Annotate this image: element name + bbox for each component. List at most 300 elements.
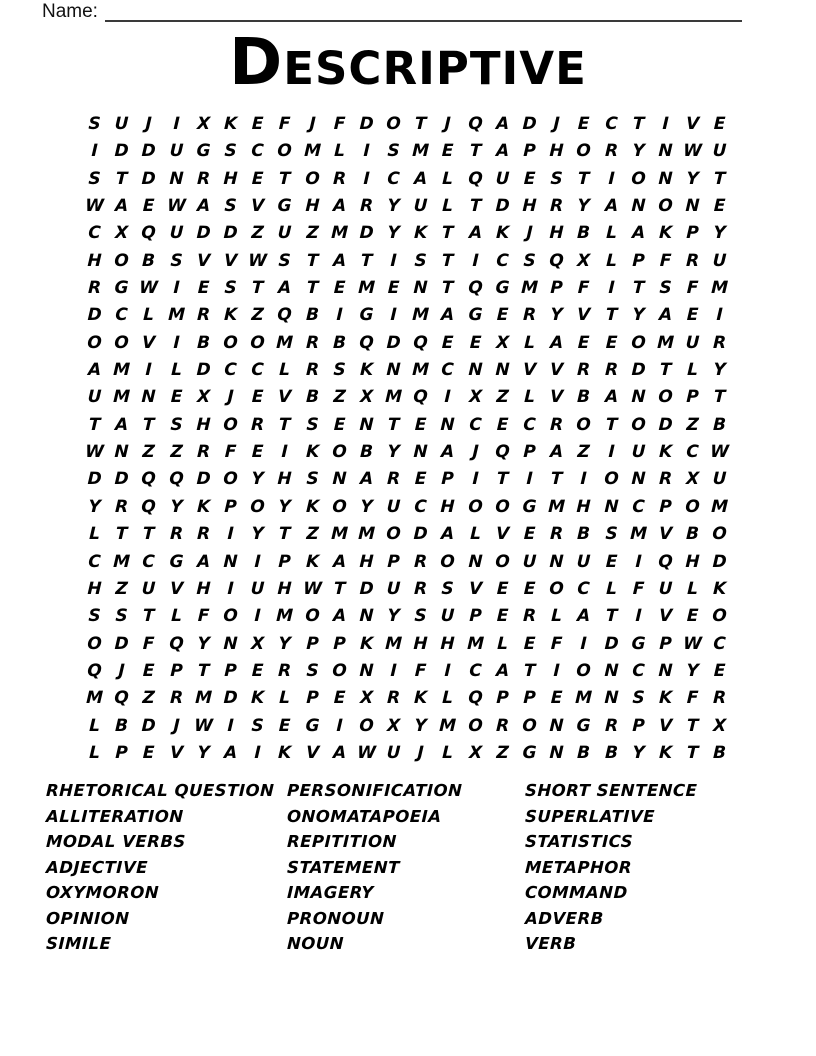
grid-cell: R bbox=[196, 523, 211, 544]
grid-cell: T bbox=[197, 660, 210, 681]
grid-cell: R bbox=[305, 359, 319, 380]
grid-cell: L bbox=[605, 223, 617, 244]
grid-cell: E bbox=[550, 687, 563, 708]
grid-cell: C bbox=[115, 305, 129, 326]
grid-cell: J bbox=[553, 113, 561, 134]
grid-cell: G bbox=[631, 633, 646, 654]
grid-cell: S bbox=[631, 687, 645, 708]
grid-cell: J bbox=[526, 223, 534, 244]
grid-cell: M bbox=[303, 141, 321, 162]
grid-cell: V bbox=[468, 578, 483, 599]
grid-cell: I bbox=[607, 441, 615, 462]
grid-cell: E bbox=[523, 633, 536, 654]
grid-cell: B bbox=[305, 305, 319, 326]
grid-cell: S bbox=[115, 605, 129, 626]
grid-cell: E bbox=[142, 660, 156, 681]
grid-cell: O bbox=[331, 441, 347, 462]
grid-cell: U bbox=[277, 223, 293, 244]
grid-cell: C bbox=[495, 250, 509, 271]
grid-cell: B bbox=[577, 523, 591, 544]
grid-cell: E bbox=[713, 113, 727, 134]
grid-cell: M bbox=[412, 141, 430, 162]
grid-cell: T bbox=[577, 168, 591, 189]
grid-cell: U bbox=[440, 605, 456, 626]
grid-cell: E bbox=[251, 660, 264, 681]
word-list-item: ONOMATAPOEIA bbox=[286, 806, 442, 826]
word-list-item: MODAL VERBS bbox=[45, 832, 187, 851]
grid-cell: U bbox=[522, 551, 537, 572]
grid-cell: O bbox=[712, 523, 728, 544]
grid-cell: N bbox=[331, 469, 347, 490]
grid-cell: T bbox=[278, 523, 292, 544]
grid-cell: R bbox=[495, 715, 510, 736]
grid-cell: L bbox=[88, 523, 101, 544]
grid-cell: C bbox=[441, 359, 455, 380]
grid-cell: I bbox=[172, 277, 180, 298]
grid-cell: Q bbox=[494, 441, 510, 462]
grid-cell: A bbox=[114, 414, 129, 435]
grid-cell: P bbox=[523, 687, 537, 708]
grid-cell: O bbox=[576, 660, 592, 681]
grid-cell: T bbox=[414, 113, 427, 134]
grid-cell: U bbox=[87, 387, 102, 408]
word-list bbox=[46, 778, 770, 968]
grid-cell: R bbox=[386, 687, 401, 708]
grid-cell: S bbox=[169, 250, 183, 271]
grid-cell: T bbox=[441, 250, 455, 271]
grid-cell: I bbox=[227, 715, 235, 736]
grid-cell: H bbox=[223, 168, 238, 189]
grid-cell: D bbox=[522, 113, 538, 134]
grid-cell: L bbox=[551, 605, 563, 626]
grid-cell: U bbox=[413, 195, 429, 216]
grid-cell: V bbox=[196, 250, 211, 271]
grid-cell: M bbox=[112, 387, 131, 408]
grid-cell: H bbox=[358, 551, 374, 572]
grid-cell: D bbox=[359, 113, 374, 134]
word-list-item: OPINION bbox=[45, 908, 130, 928]
grid-cell: E bbox=[278, 715, 292, 736]
grid-cell: N bbox=[658, 141, 673, 162]
grid-cell: Q bbox=[467, 168, 483, 189]
grid-cell: P bbox=[223, 496, 238, 517]
grid-cell: L bbox=[442, 687, 454, 708]
grid-cell: A bbox=[495, 141, 510, 162]
word-list-item: STATISTICS bbox=[524, 832, 634, 851]
grid-cell: J bbox=[227, 387, 235, 408]
word-list-item: PRONOUN bbox=[286, 908, 385, 928]
grid-cell: S bbox=[332, 359, 346, 380]
word-list-column bbox=[525, 778, 697, 957]
grid-cell: L bbox=[170, 605, 182, 626]
grid-cell: Q bbox=[467, 687, 483, 708]
grid-cell: E bbox=[523, 578, 536, 599]
grid-cell: B bbox=[305, 387, 319, 408]
grid-cell: K bbox=[359, 359, 374, 380]
grid-cell: D bbox=[223, 223, 238, 244]
grid-cell: D bbox=[141, 715, 157, 736]
grid-cell: S bbox=[441, 578, 455, 599]
grid-cell: C bbox=[577, 578, 591, 599]
grid-cell: V bbox=[142, 332, 156, 353]
grid-cell: S bbox=[523, 250, 537, 271]
grid-cell: N bbox=[467, 551, 483, 572]
word-search-grid bbox=[81, 110, 734, 766]
grid-cell: D bbox=[195, 223, 211, 244]
grid-cell: P bbox=[305, 687, 319, 708]
grid-cell: H bbox=[277, 469, 293, 490]
grid-cell: U bbox=[712, 250, 728, 271]
grid-cell: U bbox=[658, 578, 673, 599]
grid-cell: X bbox=[712, 715, 727, 736]
grid-cell: R bbox=[713, 687, 727, 708]
grid-cell: M bbox=[276, 605, 294, 626]
grid-cell: N bbox=[658, 660, 673, 681]
grid-cell: I bbox=[335, 305, 343, 326]
grid-cell: F bbox=[333, 113, 346, 134]
word-list-item: STATEMENT bbox=[286, 857, 401, 877]
grid-cell: D bbox=[114, 469, 130, 490]
grid-cell: J bbox=[145, 113, 153, 134]
grid-cell: G bbox=[304, 715, 320, 736]
grid-cell: U bbox=[576, 551, 592, 572]
grid-cell: U bbox=[712, 141, 728, 162]
grid-cell: J bbox=[471, 441, 479, 462]
grid-cell: J bbox=[308, 113, 316, 134]
grid-cell: A bbox=[332, 742, 347, 763]
grid-cell: H bbox=[413, 633, 429, 654]
grid-cell: A bbox=[549, 332, 564, 353]
grid-cell: D bbox=[141, 141, 157, 162]
grid-cell: K bbox=[305, 496, 320, 517]
grid-cell: N bbox=[358, 414, 374, 435]
grid-cell: O bbox=[386, 523, 402, 544]
grid-cell: O bbox=[440, 551, 456, 572]
grid-cell: N bbox=[630, 195, 646, 216]
grid-cell: V bbox=[522, 359, 537, 380]
grid-cell: I bbox=[227, 523, 235, 544]
grid-cell: V bbox=[169, 742, 184, 763]
grid-cell: L bbox=[523, 332, 536, 353]
grid-cell: N bbox=[141, 387, 157, 408]
grid-cell: S bbox=[224, 195, 238, 216]
grid-cell: D bbox=[359, 578, 374, 599]
grid-cell: F bbox=[550, 633, 563, 654]
grid-cell: C bbox=[713, 633, 727, 654]
grid-cell: B bbox=[359, 441, 374, 462]
grid-cell: M bbox=[384, 633, 403, 654]
grid-cell: C bbox=[686, 441, 700, 462]
grid-cell: E bbox=[197, 277, 210, 298]
grid-cell: L bbox=[442, 168, 454, 189]
grid-cell: Y bbox=[387, 441, 401, 462]
grid-cell: T bbox=[441, 277, 455, 298]
grid-cell: V bbox=[685, 113, 700, 134]
grid-cell: K bbox=[305, 551, 320, 572]
grid-cell: N bbox=[494, 359, 510, 380]
grid-cell: M bbox=[711, 496, 729, 517]
grid-cell: V bbox=[549, 387, 564, 408]
grid-cell: N bbox=[440, 414, 456, 435]
grid-cell: M bbox=[412, 359, 430, 380]
grid-cell: T bbox=[550, 469, 563, 490]
grid-cell: T bbox=[469, 195, 482, 216]
grid-cell: R bbox=[114, 496, 129, 517]
grid-cell: V bbox=[658, 605, 673, 626]
grid-cell: C bbox=[631, 660, 645, 681]
grid-cell: W bbox=[139, 277, 159, 298]
grid-cell: G bbox=[467, 305, 483, 326]
grid-cell: K bbox=[495, 223, 510, 244]
word-list-column bbox=[46, 778, 274, 957]
grid-cell: Z bbox=[169, 441, 183, 462]
grid-cell: C bbox=[87, 551, 102, 572]
grid-cell: I bbox=[471, 250, 479, 271]
grid-cell: Y bbox=[550, 305, 564, 326]
grid-cell: P bbox=[686, 387, 700, 408]
grid-cell: I bbox=[335, 715, 343, 736]
word-list-item: NOUN bbox=[286, 934, 345, 953]
grid-cell: X bbox=[359, 387, 374, 408]
grid-cell: R bbox=[169, 687, 184, 708]
grid-cell: I bbox=[553, 660, 561, 681]
grid-cell: E bbox=[251, 441, 264, 462]
grid-cell: D bbox=[603, 633, 619, 654]
grid-cell: A bbox=[441, 305, 455, 326]
grid-cell: C bbox=[142, 551, 156, 572]
grid-cell: S bbox=[88, 168, 102, 189]
grid-cell: E bbox=[713, 660, 727, 681]
grid-cell: I bbox=[444, 660, 452, 681]
grid-cell: C bbox=[223, 359, 238, 380]
grid-cell: Y bbox=[387, 195, 401, 216]
grid-cell: T bbox=[659, 359, 672, 380]
grid-cell: H bbox=[87, 250, 103, 271]
grid-cell: D bbox=[114, 141, 130, 162]
grid-cell: A bbox=[604, 387, 619, 408]
grid-cell: Y bbox=[577, 195, 591, 216]
grid-cell: F bbox=[577, 277, 591, 298]
grid-cell: U bbox=[685, 332, 700, 353]
grid-cell: A bbox=[114, 195, 129, 216]
grid-cell: Z bbox=[251, 305, 265, 326]
grid-cell: E bbox=[441, 332, 455, 353]
grid-cell: I bbox=[254, 551, 262, 572]
grid-cell: M bbox=[357, 523, 376, 544]
grid-cell: T bbox=[686, 715, 699, 736]
word-list-item: ADVERB bbox=[524, 908, 605, 928]
grid-cell: Q bbox=[657, 551, 674, 572]
grid-cell: M bbox=[194, 687, 213, 708]
grid-cell: P bbox=[468, 605, 482, 626]
grid-cell: O bbox=[685, 496, 701, 517]
grid-cell: Y bbox=[196, 633, 210, 654]
grid-cell: M bbox=[466, 633, 485, 654]
grid-cell: I bbox=[607, 168, 615, 189]
grid-cell: D bbox=[87, 305, 103, 326]
grid-cell: F bbox=[686, 687, 699, 708]
grid-cell: S bbox=[305, 469, 319, 490]
grid-cell: E bbox=[333, 687, 346, 708]
grid-cell: U bbox=[168, 223, 184, 244]
grid-cell: Q bbox=[413, 387, 429, 408]
grid-cell: L bbox=[442, 195, 454, 216]
grid-cell: S bbox=[305, 660, 319, 681]
grid-cell: H bbox=[304, 195, 320, 216]
grid-cell: R bbox=[713, 332, 727, 353]
grid-cell: L bbox=[88, 715, 101, 736]
grid-cell: I bbox=[254, 605, 262, 626]
grid-cell: V bbox=[658, 523, 673, 544]
word-list-item: SHORT SENTENCE bbox=[524, 781, 698, 800]
grid-cell: K bbox=[250, 687, 265, 708]
grid-cell: W bbox=[302, 578, 322, 599]
grid-cell: Y bbox=[251, 469, 265, 490]
grid-cell: A bbox=[604, 195, 619, 216]
grid-cell: E bbox=[251, 113, 264, 134]
grid-cell: Q bbox=[141, 469, 157, 490]
grid-cell: S bbox=[224, 277, 238, 298]
grid-cell: J bbox=[417, 742, 425, 763]
grid-cell: N bbox=[549, 715, 565, 736]
grid-cell: O bbox=[630, 168, 646, 189]
grid-cell: E bbox=[469, 332, 482, 353]
grid-cell: B bbox=[685, 523, 700, 544]
grid-cell: S bbox=[88, 113, 102, 134]
grid-cell: G bbox=[114, 277, 130, 298]
grid-cell: E bbox=[523, 523, 536, 544]
grid-cell: H bbox=[576, 496, 592, 517]
grid-cell: P bbox=[631, 715, 645, 736]
grid-cell: T bbox=[496, 469, 509, 490]
grid-cell: L bbox=[170, 359, 182, 380]
grid-cell: Y bbox=[278, 633, 292, 654]
grid-cell: E bbox=[414, 414, 428, 435]
grid-cell: I bbox=[390, 305, 398, 326]
grid-cell: R bbox=[522, 305, 537, 326]
grid-cell: Z bbox=[495, 742, 509, 763]
word-list-item: RHETORICAL QUESTION bbox=[45, 781, 275, 800]
grid-cell: Q bbox=[413, 332, 429, 353]
grid-cell: B bbox=[577, 742, 591, 763]
grid-cell: P bbox=[223, 660, 238, 681]
grid-cell: T bbox=[686, 742, 699, 763]
grid-cell: I bbox=[471, 469, 479, 490]
grid-cell: O bbox=[222, 605, 239, 626]
grid-cell: O bbox=[657, 387, 674, 408]
grid-cell: U bbox=[141, 578, 157, 599]
grid-cell: L bbox=[88, 742, 101, 763]
word-list-column bbox=[287, 778, 462, 957]
grid-cell: Y bbox=[387, 605, 401, 626]
grid-cell: A bbox=[413, 168, 428, 189]
grid-cell: Z bbox=[115, 578, 129, 599]
word-list-item: COMMAND bbox=[524, 883, 629, 902]
grid-cell: T bbox=[142, 414, 156, 435]
grid-cell: Y bbox=[686, 168, 700, 189]
grid-cell: N bbox=[685, 195, 701, 216]
grid-cell: T bbox=[278, 414, 292, 435]
grid-cell: D bbox=[141, 168, 157, 189]
grid-cell: U bbox=[250, 578, 265, 599]
grid-cell: M bbox=[276, 332, 294, 353]
grid-cell: E bbox=[496, 605, 509, 626]
grid-cell: F bbox=[197, 605, 210, 626]
grid-cell: M bbox=[357, 277, 376, 298]
grid-cell: B bbox=[142, 250, 156, 271]
grid-cell: D bbox=[712, 551, 728, 572]
grid-cell: P bbox=[169, 660, 183, 681]
word-list-item: SUPERLATIVE bbox=[524, 806, 656, 826]
grid-cell: Y bbox=[278, 496, 292, 517]
grid-cell: Q bbox=[141, 496, 157, 517]
grid-cell: F bbox=[142, 633, 156, 654]
grid-cell: W bbox=[84, 441, 105, 462]
grid-cell: O bbox=[522, 715, 538, 736]
grid-cell: A bbox=[223, 742, 238, 763]
word-list-item: IMAGERY bbox=[286, 883, 375, 902]
grid-cell: P bbox=[305, 633, 319, 654]
grid-cell: S bbox=[387, 141, 401, 162]
grid-cell: L bbox=[605, 250, 617, 271]
grid-cell: D bbox=[87, 469, 103, 490]
grid-cell: V bbox=[250, 195, 265, 216]
grid-cell: N bbox=[603, 496, 619, 517]
grid-cell: L bbox=[279, 687, 291, 708]
grid-cell: C bbox=[251, 359, 265, 380]
grid-cell: T bbox=[115, 168, 128, 189]
grid-cell: D bbox=[114, 633, 130, 654]
grid-cell: O bbox=[114, 250, 130, 271]
grid-cell: E bbox=[713, 195, 727, 216]
grid-cell: Z bbox=[332, 387, 346, 408]
grid-cell: I bbox=[281, 441, 289, 462]
grid-cell: T bbox=[142, 605, 156, 626]
grid-cell: G bbox=[196, 141, 211, 162]
grid-cell: X bbox=[386, 715, 401, 736]
grid-cell: L bbox=[523, 387, 536, 408]
grid-cell: Q bbox=[114, 687, 130, 708]
grid-cell: H bbox=[522, 195, 538, 216]
grid-cell: X bbox=[196, 387, 211, 408]
grid-cell: P bbox=[523, 441, 537, 462]
grid-cell: T bbox=[115, 523, 128, 544]
grid-cell: L bbox=[442, 742, 454, 763]
grid-cell: W bbox=[682, 141, 703, 162]
grid-cell: H bbox=[277, 578, 293, 599]
grid-cell: E bbox=[604, 551, 618, 572]
grid-cell: E bbox=[686, 305, 699, 326]
grid-cell: N bbox=[603, 687, 619, 708]
grid-cell: Q bbox=[277, 305, 293, 326]
grid-cell: A bbox=[577, 605, 591, 626]
grid-cell: T bbox=[604, 414, 618, 435]
grid-cell: M bbox=[575, 687, 593, 708]
grid-cell: L bbox=[469, 523, 481, 544]
grid-cell: U bbox=[114, 113, 130, 134]
grid-cell: T bbox=[604, 305, 618, 326]
grid-cell: U bbox=[386, 742, 401, 763]
grid-cell: J bbox=[172, 715, 180, 736]
grid-cell: O bbox=[358, 715, 375, 736]
grid-cell: O bbox=[576, 414, 592, 435]
grid-cell: I bbox=[227, 578, 235, 599]
grid-cell: Y bbox=[169, 496, 183, 517]
grid-cell: O bbox=[494, 551, 510, 572]
grid-cell: R bbox=[413, 551, 428, 572]
word-list-item: PERSONIFICATION bbox=[286, 781, 463, 800]
grid-cell: M bbox=[112, 551, 131, 572]
